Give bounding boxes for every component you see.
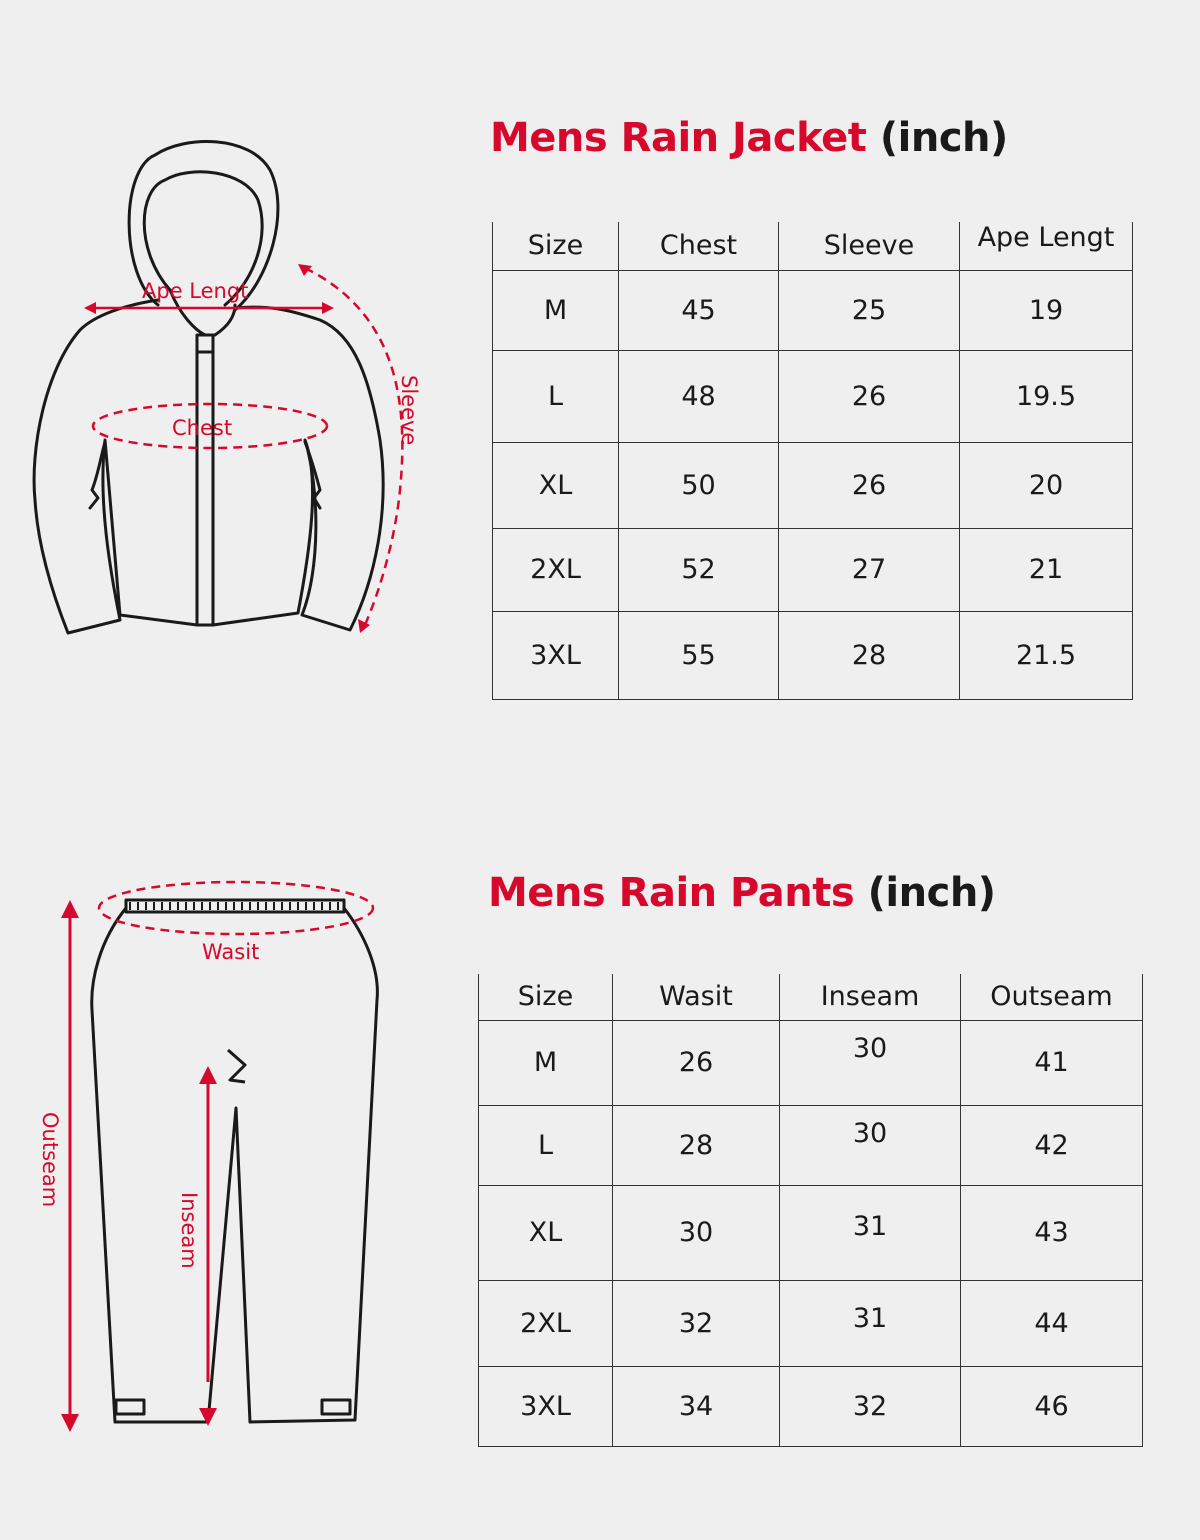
column-header: Chest — [619, 222, 779, 270]
jacket-size-table — [492, 222, 1133, 700]
pants-title-text: Mens Rain Pants — [488, 870, 855, 916]
column-header: Size — [479, 974, 613, 1020]
pants-diagram — [30, 870, 390, 1450]
inseam-label: Inseam — [177, 1192, 201, 1269]
inseam-cell: 30 — [780, 1020, 961, 1105]
inseam-cell: 31 — [780, 1280, 961, 1366]
column-header: Size — [493, 222, 619, 270]
column-header: Outseam — [961, 974, 1143, 1020]
table-row — [493, 270, 1133, 350]
ape-length-cell: 19.5 — [960, 350, 1133, 442]
table-row — [479, 1105, 1143, 1185]
ape-length-cell: 21.5 — [960, 611, 1133, 699]
table-row — [479, 1185, 1143, 1280]
table-row — [479, 1280, 1143, 1366]
table-header-row — [493, 222, 1133, 270]
size-cell: L — [479, 1105, 613, 1185]
size-cell: M — [479, 1020, 613, 1105]
waist-measure-ellipse — [99, 882, 373, 934]
ape-length-label: Ape Lengt — [142, 279, 249, 303]
jacket-zipper — [197, 335, 213, 625]
size-cell: 3XL — [479, 1366, 613, 1446]
waist-cell: 32 — [613, 1280, 780, 1366]
chest-cell: 55 — [619, 611, 779, 699]
sleeve-cell: 28 — [779, 611, 960, 699]
chest-label: Chest — [172, 416, 233, 440]
size-cell: 2XL — [479, 1280, 613, 1366]
ape-length-cell: 21 — [960, 528, 1133, 611]
outseam-cell: 43 — [961, 1185, 1143, 1280]
chest-cell: 48 — [619, 350, 779, 442]
table-header-row — [479, 974, 1143, 1020]
inseam-cell: 31 — [780, 1185, 961, 1280]
outseam-label: Outseam — [38, 1112, 62, 1208]
sleeve-cell: 26 — [779, 442, 960, 528]
jacket-title-text: Mens Rain Jacket — [490, 115, 867, 161]
chest-cell: 45 — [619, 270, 779, 350]
inseam-cell: 30 — [780, 1105, 961, 1185]
table-row — [493, 611, 1133, 699]
pants-title-unit: (inch) — [867, 870, 996, 916]
waist-label: Wasit — [202, 940, 260, 964]
ape-length-cell: 19 — [960, 270, 1133, 350]
waist-cell: 26 — [613, 1020, 780, 1105]
column-header: Sleeve — [779, 222, 960, 270]
table-row — [479, 1020, 1143, 1105]
pants-size-chart-title — [488, 870, 996, 916]
chest-cell: 52 — [619, 528, 779, 611]
sleeve-measure-arrow — [305, 268, 402, 625]
outseam-cell: 41 — [961, 1020, 1143, 1105]
size-cell: XL — [479, 1185, 613, 1280]
table-row — [493, 442, 1133, 528]
pants-size-table — [478, 974, 1143, 1447]
outseam-cell: 46 — [961, 1366, 1143, 1446]
size-cell: 2XL — [493, 528, 619, 611]
jacket-body-outline — [34, 300, 383, 633]
ape-length-cell: 20 — [960, 442, 1133, 528]
pants-outline — [92, 908, 378, 1422]
sleeve-label: Sleeve — [397, 375, 421, 446]
waist-cell: 28 — [613, 1105, 780, 1185]
column-header: Ape Lengt — [960, 222, 1133, 270]
jacket-diagram — [20, 130, 440, 650]
size-cell: XL — [493, 442, 619, 528]
chest-cell: 50 — [619, 442, 779, 528]
size-cell: M — [493, 270, 619, 350]
inseam-cell: 32 — [780, 1366, 961, 1446]
outseam-cell: 42 — [961, 1105, 1143, 1185]
sleeve-cell: 25 — [779, 270, 960, 350]
table-row — [493, 528, 1133, 611]
size-cell: L — [493, 350, 619, 442]
jacket-title-unit: (inch) — [879, 115, 1008, 161]
waist-cell: 34 — [613, 1366, 780, 1446]
jacket-size-chart-title — [490, 115, 1008, 161]
table-row — [493, 350, 1133, 442]
column-header: Wasit — [613, 974, 780, 1020]
outseam-cell: 44 — [961, 1280, 1143, 1366]
table-row — [479, 1366, 1143, 1446]
sleeve-cell: 26 — [779, 350, 960, 442]
waist-cell: 30 — [613, 1185, 780, 1280]
sleeve-cell: 27 — [779, 528, 960, 611]
column-header: Inseam — [780, 974, 961, 1020]
size-cell: 3XL — [493, 611, 619, 699]
